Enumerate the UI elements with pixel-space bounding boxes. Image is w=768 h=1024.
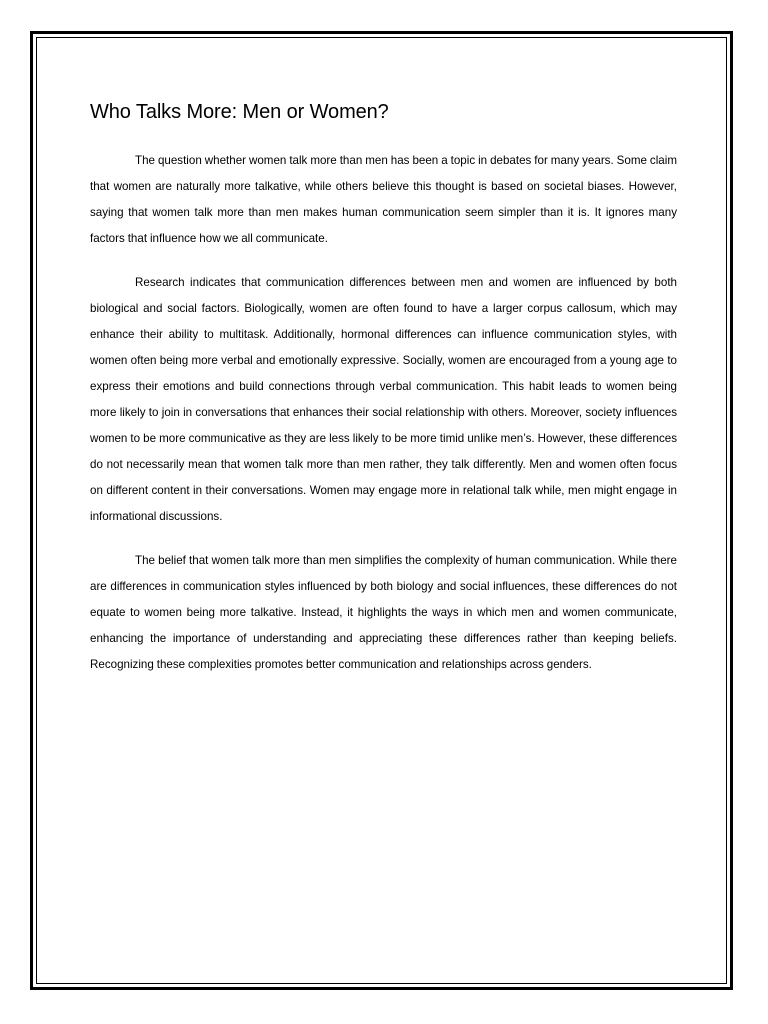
paragraph-research: Research indicates that communication differences between men and women are influenced by both biological and social factors. Biologically, women are often found to have a larger corpus callosum, which may enhance their ability to multitask. Additionally, hormonal differences can influence communication styles, with women often being more verbal and emotionally expressive. Socially, women are encouraged from a young age to express their emotions and build connections through verbal communication. This habit leads to women being more likely to join in conversations that enhances their social relationship with others. Moreover, society influences women to be more communicative as they are less likely to be more timid unlike men’s. However, these differences do not necessarily mean that women talk more than men rather, they talk differently. Men and women often focus on different content in their conversations. Women may engage more in relational talk while, men might engage in informational discussions. — [90, 276, 677, 523]
document-body — [90, 96, 677, 696]
paragraph-intro: The question whether women talk more than men has been a topic in debates for many years. Some claim that women are naturally more talkative, while others believe this thought is based on societal biases. However, saying that women talk more than men makes human communication seem simpler than it is. It ignores many factors that influence how we all communicate. — [90, 154, 677, 245]
paragraph-conclusion: The belief that women talk more than men simplifies the complexity of human communication. While there are differences in communication styles influenced by both biology and social influences, these differences do not equate to women being more talkative. Instead, it highlights the ways in which men and women communicate, enhancing the importance of understanding and appreciating these differences rather than keeping beliefs. Recognizing these complexities promotes better communication and relationships across genders. — [90, 554, 677, 671]
document-title: Who Talks More: Men or Women? — [90, 101, 389, 123]
